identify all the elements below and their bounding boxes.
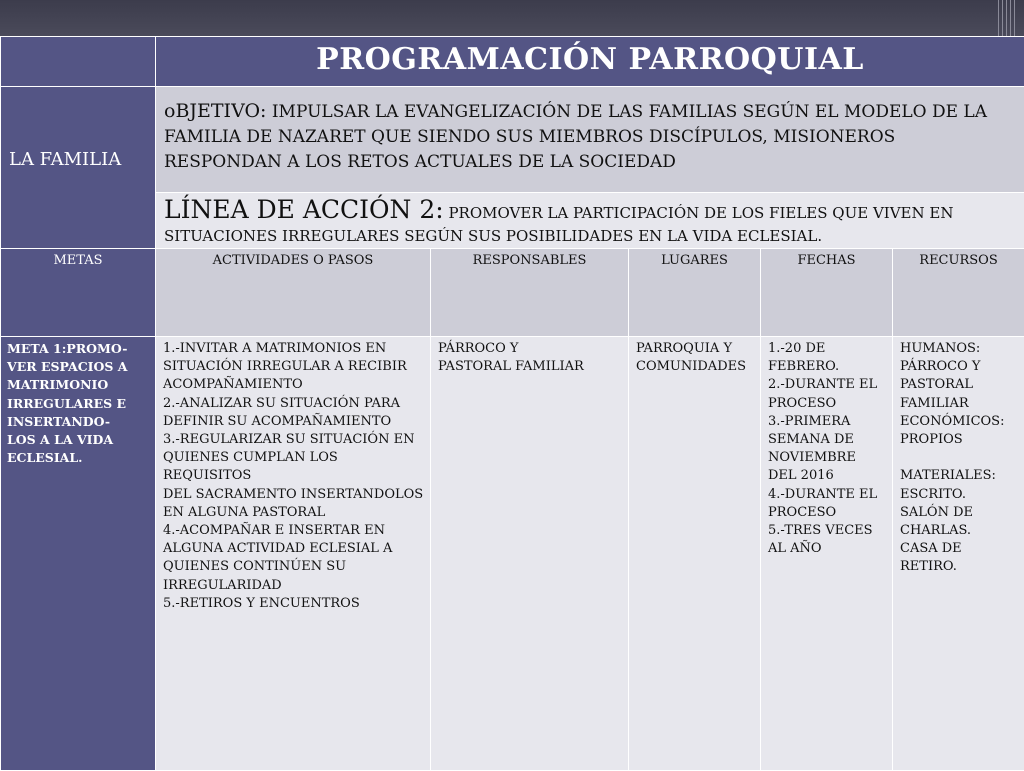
header-actividades: ACTIVIDADES O PASOS [156,249,431,337]
objetivo-text: IMPULSAR LA EVANGELIZACIÓN DE LAS FAMILIAS SEGÚN EL MODELO DE LA FAMILIA DE NAZARET QUE SIENDO SUS MIEMBROS DISCÍPULOS, MISIONEROS RESPONDAN A LOS RETOS ACTUALES DE LA SOCIEDAD [164,102,987,172]
objetivo-cell [156,87,1024,193]
linea-cell [156,193,1024,249]
meta-1-cell: META 1:PROMO- VER ESPACIOS A MATRIMONIO IRREGULARES E INSERTANDO- LOS A LA VIDA ECLESIAL. [1,337,156,771]
header-recursos: RECURSOS [893,249,1024,337]
corner-cell [1,37,156,87]
area-label: LA FAMILIA [1,87,156,249]
actividades-cell: 1.-INVITAR A MATRIMONIOS EN SITUACIÓN IRREGULAR A RECIBIR ACOMPAÑAMIENTO 2.-ANALIZAR SU SITUACIÓN PARA DEFINIR SU ACOMPAÑAMIENTO 3.-REGULARIZAR SU SITUACIÓN EN QUIENES CUMPLAN LOS REQUISITOS DEL SACRAMENTO INSERTANDOLOS EN ALGUNA PASTORAL 4.-ACOMPAÑAR E INSERTAR EN ALGUNA ACTIVIDAD ECLESIAL A QUIENES CONTINÚEN SU IRREGULARIDAD 5.-RETIROS Y ENCUENTROS [156,337,431,771]
header-fechas: FECHAS [761,249,893,337]
header-metas: METAS [1,249,156,337]
header-responsables: RESPONSABLES [431,249,629,337]
fechas-cell: 1.-20 DE FEBRERO. 2.-DURANTE EL PROCESO 3.-PRIMERA SEMANA DE NOVIEMBRE DEL 2016 4.-DURANTE EL PROCESO 5.-TRES VECES AL AÑO [761,337,893,771]
recursos-cell: HUMANOS: PÁRROCO Y PASTORAL FAMILIAR ECONÓMICOS: PROPIOS MATERIALES: ESCRITO. SALÓN DE CHARLAS. CASA DE RETIRO. [893,337,1024,771]
lugares-cell: PARROQUIA Y COMUNIDADES [629,337,761,771]
top-bar [0,0,1024,36]
responsables-cell: PÁRROCO Y PASTORAL FAMILIAR [431,337,629,771]
decorative-stripes [998,0,1018,36]
header-lugares: LUGARES [629,249,761,337]
objetivo-label: oBJETIVO: [164,100,266,122]
programacion-table [0,36,1024,771]
linea-label: LÍNEA DE ACCIÓN 2: [164,195,444,224]
page-title: PROGRAMACIÓN PARROQUIAL [156,37,1024,87]
linea-text: PROMOVER LA PARTICIPACIÓN DE LOS FIELES QUE VIVEN EN SITUACIONES IRREGULARES SEGÚN SUS POSIBILIDADES EN LA VIDA ECLESIAL. [164,204,953,245]
